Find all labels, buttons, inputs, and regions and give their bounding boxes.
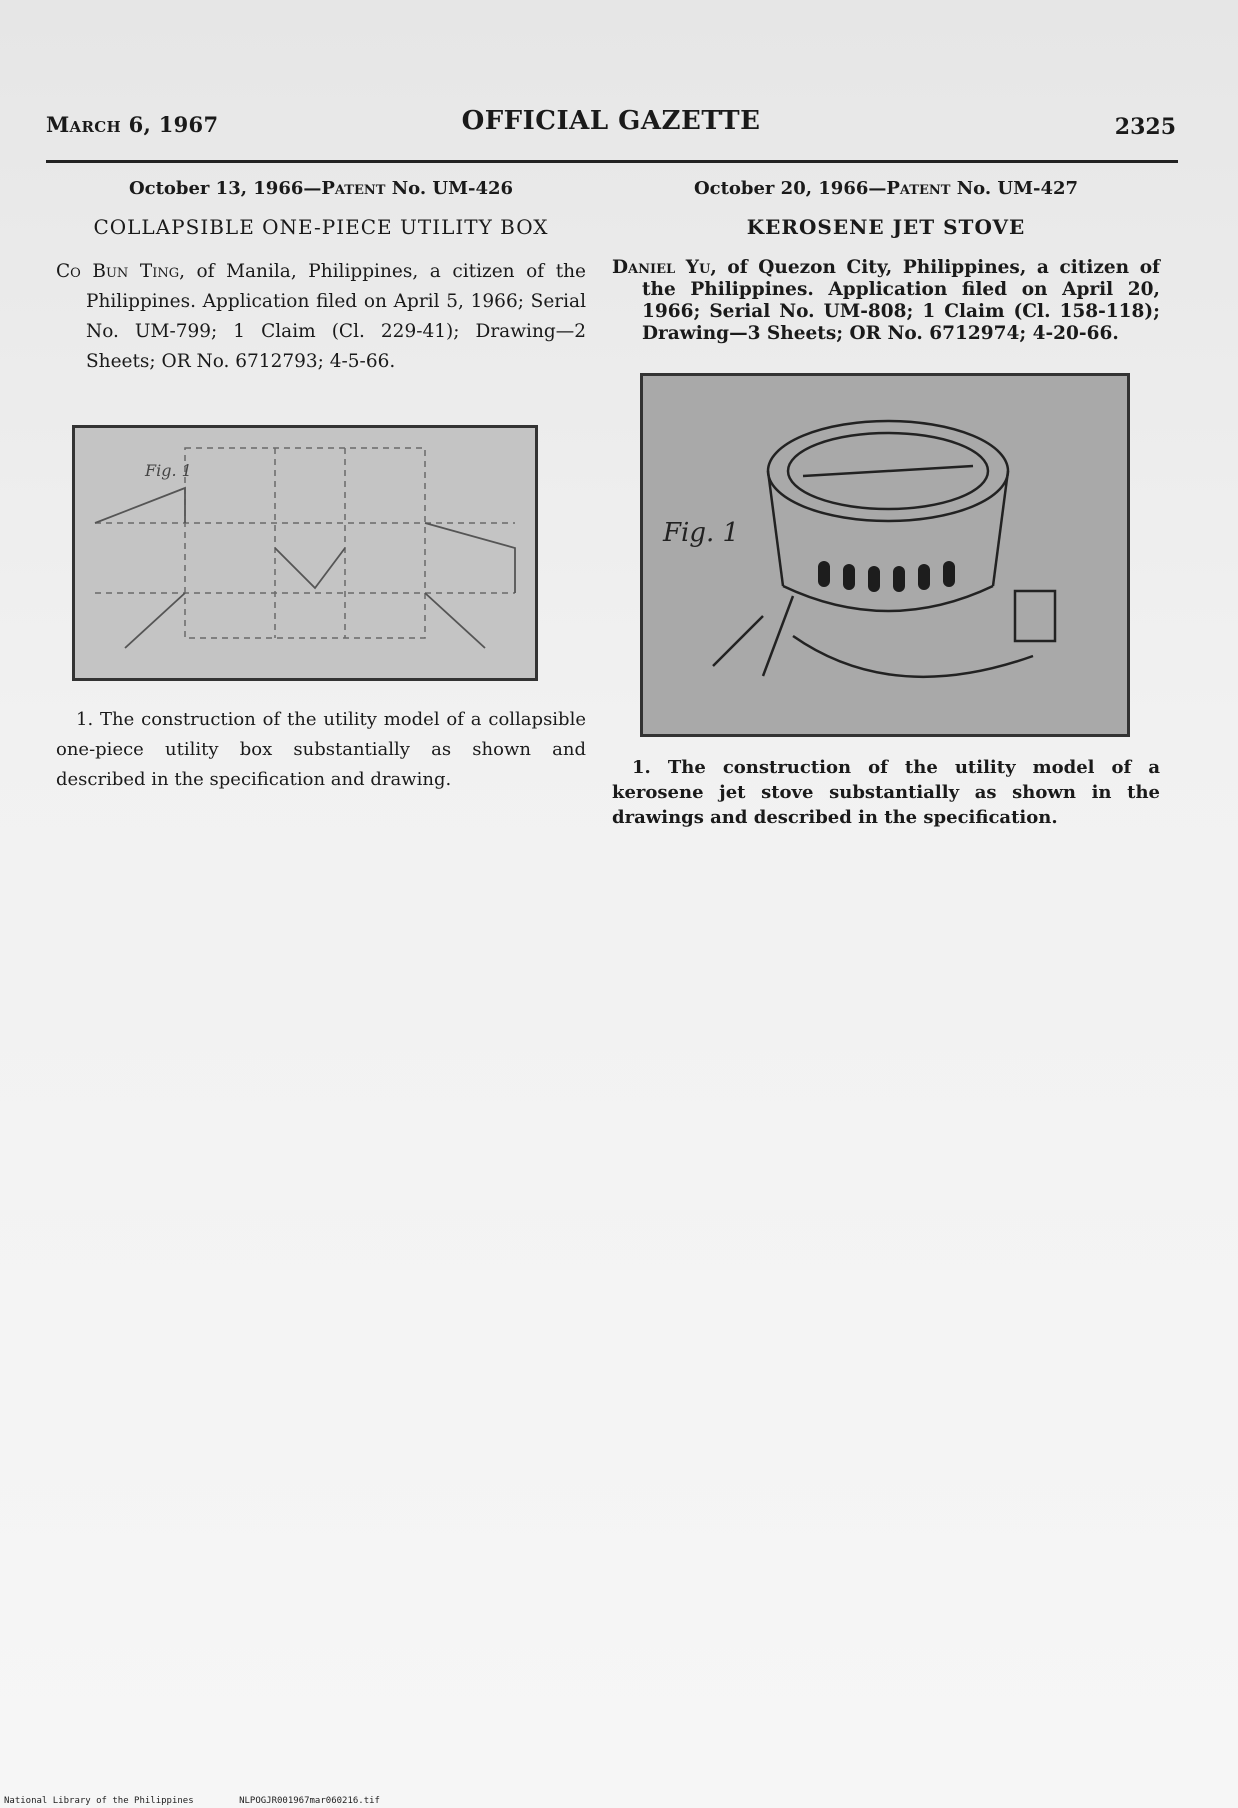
scan-filename: NLPOGJR001967mar060216.tif	[239, 1796, 380, 1806]
entry-title: KEROSENE JET STOVE	[746, 215, 1026, 239]
patent-word: Patent	[321, 178, 386, 199]
figure-label: Fig. 1	[145, 461, 192, 480]
patent-entry-um-427	[612, 178, 1160, 830]
stove-sketch	[643, 376, 1127, 734]
patent-drawing-kerosene-stove	[640, 373, 1130, 737]
entry-body	[612, 257, 1160, 345]
applicant-name: Daniel Yu	[612, 257, 711, 278]
entry-details: , of Quezon City, Philippines, a citizen of the Philippines. Application filed on April 20, 1966; Serial No. UM-808; 1 Claim (Cl. 158-118); Drawing—3 Sheets; OR No. 6712974; 4-20-66.	[642, 257, 1160, 344]
utility-box-sketch	[75, 428, 535, 678]
library-credit: National Library of the Philippines	[4, 1796, 194, 1806]
patent-entry-um-426	[56, 178, 586, 795]
entry-date: October 20, 1966—Patent No. UM-427	[693, 178, 1079, 199]
entry-title: COLLAPSIBLE ONE-PIECE UTILITY BOX	[93, 215, 549, 239]
patent-drawing-utility-box	[72, 425, 538, 681]
entry-date: October 13, 1966—Patent No. UM-426	[128, 178, 514, 199]
page-header	[46, 100, 1176, 144]
page-number: 2325	[1114, 114, 1176, 140]
patent-word: Patent	[886, 178, 951, 199]
figure-label: Fig. 1	[663, 518, 740, 548]
claim-text: 1. The construction of the utility model of a kerosene jet stove substantially as shown in the drawings and described in the specification.	[612, 757, 1160, 828]
publication-title: OFFICIAL GAZETTE	[461, 106, 761, 136]
entry-details: , of Manila, Philippines, a citizen of the Philippines. Application filed on April 5, 1966; Serial No. UM-799; 1 Claim (Cl. 229-41); Drawing—2 Sheets; OR No. 6712793; 4-5-66.	[86, 261, 586, 372]
issue-date: March 6, 1967	[46, 112, 219, 137]
scan-footer	[4, 1796, 420, 1806]
claim-text: 1. The construction of the utility model of a collapsible one-piece utility box substantially as shown and described in the specification and drawing.	[56, 709, 586, 790]
header-rule	[46, 160, 1178, 163]
applicant-name: Co Bun Ting	[56, 261, 180, 282]
entry-body	[56, 257, 586, 377]
